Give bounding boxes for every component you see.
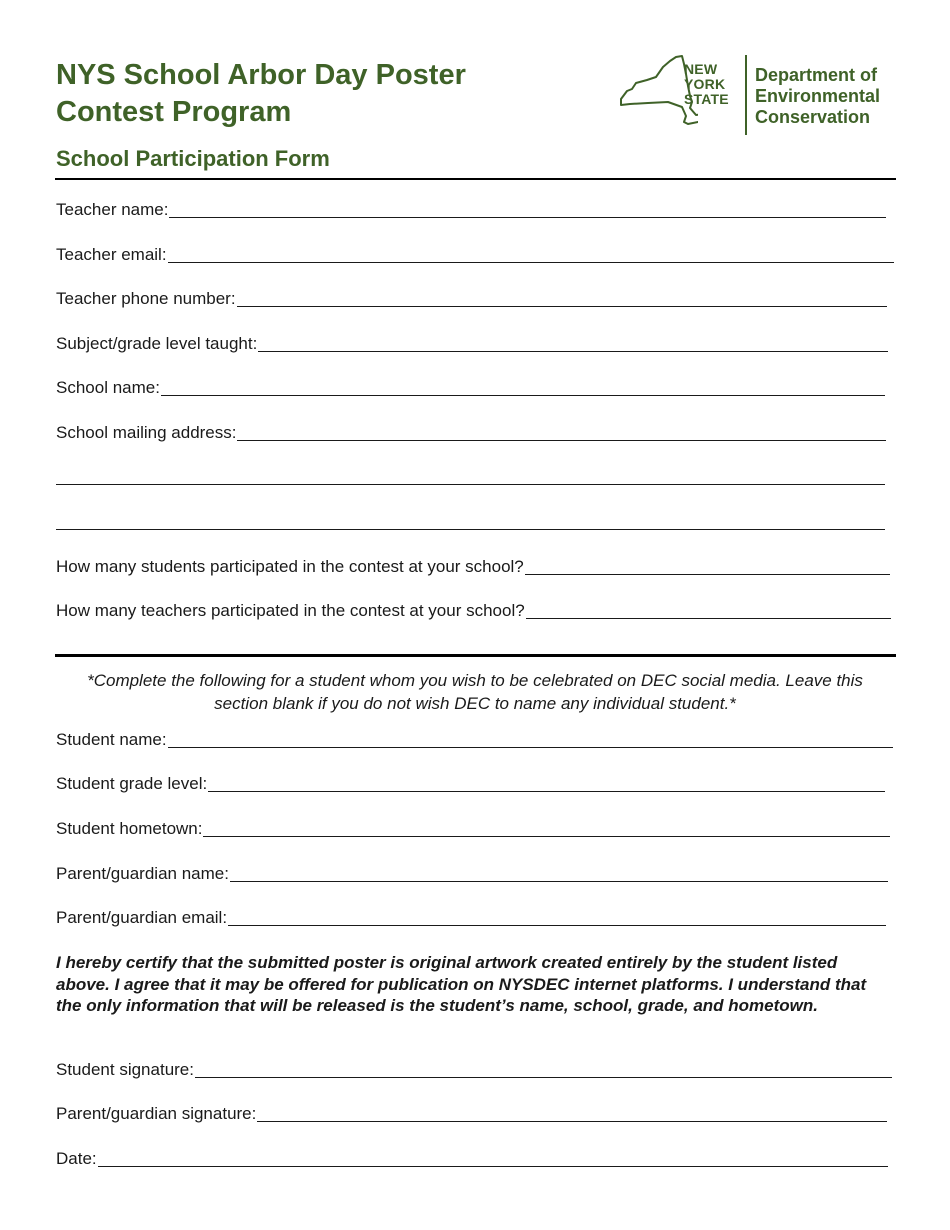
student-section-note: *Complete the following for a student whom you wish to be celebrated on DEC social media. Leave this section blank if you do not wish DEC to name any individual student.*	[87, 671, 863, 713]
field-label: Subject/grade level taught:	[56, 334, 258, 353]
parent-name-field[interactable]	[56, 862, 888, 884]
school-address-input-line[interactable]	[237, 422, 886, 441]
subject-grade-input-line[interactable]	[258, 333, 888, 352]
school-address-line-2[interactable]	[56, 465, 885, 487]
parent-email-input-line[interactable]	[228, 907, 886, 926]
field-label: Parent/guardian name:	[56, 864, 229, 883]
parent-signature-field[interactable]	[56, 1102, 887, 1124]
parent-email-field[interactable]	[56, 906, 886, 928]
field-label: Student name:	[56, 730, 167, 749]
student-grade-input-line[interactable]	[208, 773, 885, 792]
logo-state-line-1: NEW	[684, 61, 718, 77]
field-label: Teacher email:	[56, 245, 167, 264]
logo-department-text	[755, 65, 880, 128]
teacher-name-input-line[interactable]	[169, 199, 886, 218]
field-label: Teacher name:	[56, 200, 169, 219]
nysdec-logo	[618, 52, 898, 138]
students-participated-field[interactable]	[56, 555, 890, 577]
student-signature-line[interactable]	[195, 1059, 892, 1078]
student-name-input-line[interactable]	[168, 729, 893, 748]
logo-dept-line-1: Department of	[755, 65, 878, 85]
teacher-name-field[interactable]	[56, 198, 886, 220]
field-label: Student grade level:	[56, 774, 208, 793]
field-label: Student hometown:	[56, 819, 203, 838]
school-address-field[interactable]	[56, 421, 886, 443]
subject-grade-field[interactable]	[56, 332, 888, 354]
school-name-field[interactable]	[56, 376, 885, 398]
student-hometown-input-line[interactable]	[203, 818, 890, 837]
parent-name-input-line[interactable]	[230, 863, 888, 882]
field-label: Parent/guardian signature:	[56, 1104, 257, 1123]
logo-state-line-3: STATE	[684, 91, 729, 107]
logo-dept-line-3: Conservation	[755, 107, 871, 127]
date-input-line[interactable]	[98, 1148, 888, 1167]
form-subtitle: School Participation Form	[56, 146, 330, 171]
school-address-line-3[interactable]	[56, 510, 885, 532]
date-field[interactable]	[56, 1147, 888, 1169]
school-name-input-line[interactable]	[161, 377, 885, 396]
parent-signature-line[interactable]	[257, 1103, 887, 1122]
title-line-2: Contest Program	[56, 96, 292, 128]
logo-dept-line-2: Environmental	[755, 86, 881, 106]
field-label: Date:	[56, 1149, 97, 1168]
logo-state-line-2: YORK	[684, 76, 726, 92]
teacher-email-input-line[interactable]	[168, 244, 894, 263]
field-label: School mailing address:	[56, 423, 237, 442]
certification-statement: I hereby certify that the submitted poster is original artwork created entirely by the student listed above. I agree that it may be offered for publication on NYSDEC internet platforms. I understand that the only information that will be released is the student’s name, school, grade, and hometown.	[56, 953, 867, 1015]
field-label: Parent/guardian email:	[56, 908, 228, 927]
students-count-input-line[interactable]	[525, 556, 890, 575]
student-name-field[interactable]	[56, 728, 893, 750]
field-label: School name:	[56, 378, 160, 397]
field-label: How many teachers participated in the contest at your school?	[56, 601, 525, 620]
title-line-1: NYS School Arbor Day Poster	[56, 59, 466, 91]
address-continuation-line[interactable]	[56, 511, 885, 530]
page-title	[56, 57, 466, 131]
field-label: Student signature:	[56, 1060, 194, 1079]
student-signature-field[interactable]	[56, 1058, 892, 1080]
section-divider	[55, 654, 896, 657]
student-grade-field[interactable]	[56, 772, 885, 794]
teacher-phone-field[interactable]	[56, 287, 887, 309]
teachers-participated-field[interactable]	[56, 599, 891, 621]
teacher-email-field[interactable]	[56, 243, 894, 265]
field-label: Teacher phone number:	[56, 289, 236, 308]
address-continuation-line[interactable]	[56, 466, 885, 485]
teacher-phone-input-line[interactable]	[237, 288, 887, 307]
logo-state-text	[684, 62, 729, 107]
logo-divider	[745, 55, 747, 135]
header-divider	[55, 178, 896, 180]
student-hometown-field[interactable]	[56, 817, 890, 839]
teachers-count-input-line[interactable]	[526, 600, 891, 619]
field-label: How many students participated in the contest at your school?	[56, 557, 524, 576]
